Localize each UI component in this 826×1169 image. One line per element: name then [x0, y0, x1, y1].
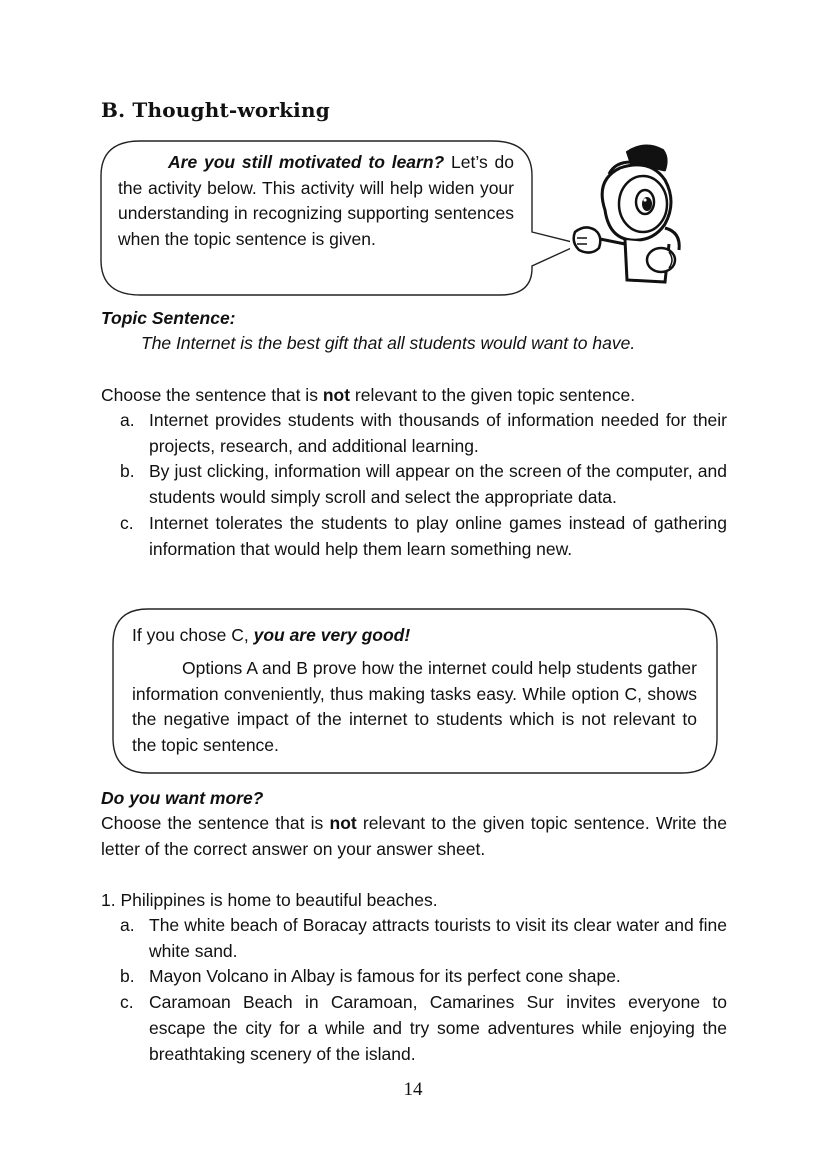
choice-text: Internet provides students with thousands of information needed for their projects, research, and additional learning.	[149, 410, 727, 456]
instruction-text: Choose the sentence that is	[101, 813, 330, 833]
activity-instruction	[101, 383, 635, 409]
choice-text: Caramoan Beach in Caramoan, Camarines Sur invites everyone to escape the city for a while and try some adventures while enjoying the breathtaking scenery of the island.	[149, 992, 727, 1064]
more-practice-label: Do you want more?	[101, 788, 264, 808]
instruction-text-end: relevant to the given topic sentence.	[350, 385, 636, 405]
choice-text: The white beach of Boracay attracts tourists to visit its clear water and fine white sand.	[149, 915, 727, 961]
activity-choices	[101, 408, 727, 562]
choice-letter: a.	[120, 410, 135, 430]
feedback-explanation-text: Options A and B prove how the internet could help students gather information conveniently, thus making tasks easy. While option C, shows the negative impact of the internet to students which is not relevant to the topic sentence.	[132, 658, 697, 756]
intro-speech-bubble	[100, 140, 532, 296]
feedback-box	[112, 608, 718, 774]
topic-sentence-label: Topic Sentence:	[101, 308, 236, 328]
feedback-explanation	[132, 656, 697, 759]
feedback-headline	[132, 623, 410, 649]
topic-sentence: The Internet is the best gift that all students would want to have.	[141, 333, 636, 353]
instruction-emphasis: not	[329, 813, 357, 833]
more-instruction	[101, 811, 727, 862]
choice-letter: c.	[120, 992, 134, 1013]
choice-text: Internet tolerates the students to play online games instead of gathering information that would help them learn something new.	[149, 512, 727, 559]
feedback-praise: you are very good!	[253, 625, 411, 645]
choice-letter: b.	[120, 461, 135, 482]
question-1: 1. Philippines is home to beautiful beaches.	[101, 890, 438, 910]
choice-text: Mayon Volcano in Albay is famous for its perfect cone shape.	[149, 966, 621, 987]
question-1-choices	[101, 913, 727, 1067]
instruction-emphasis: not	[322, 385, 351, 405]
instruction-text: Choose the sentence that is	[101, 385, 323, 405]
choice-item	[101, 511, 727, 562]
section-title: B. Thought-working	[101, 98, 330, 122]
choice-item	[101, 964, 727, 990]
choice-letter: a.	[120, 915, 135, 935]
page-number: 14	[403, 1079, 423, 1100]
choice-item	[101, 408, 727, 459]
feedback-prefix: If you chose C,	[132, 625, 254, 645]
instruction-text-end: relevant to the given topic sentence. Write the letter of the correct answer on your answer sheet.	[101, 813, 728, 859]
mascot-icon	[565, 140, 705, 290]
intro-body: Let’s do the activity below. This activity will help widen your understanding in recognizing supporting sentences when the topic sentence is given.	[118, 152, 514, 250]
choice-item	[101, 459, 727, 510]
intro-lead: Are you still motivated to learn?	[168, 152, 445, 172]
choice-letter: c.	[120, 512, 134, 533]
choice-item	[101, 913, 727, 964]
choice-item	[101, 990, 727, 1067]
choice-text: By just clicking, information will appear on the screen of the computer, and students would simply scroll and select the appropriate data.	[149, 461, 727, 508]
choice-letter: b.	[120, 966, 135, 987]
intro-text	[118, 150, 514, 253]
